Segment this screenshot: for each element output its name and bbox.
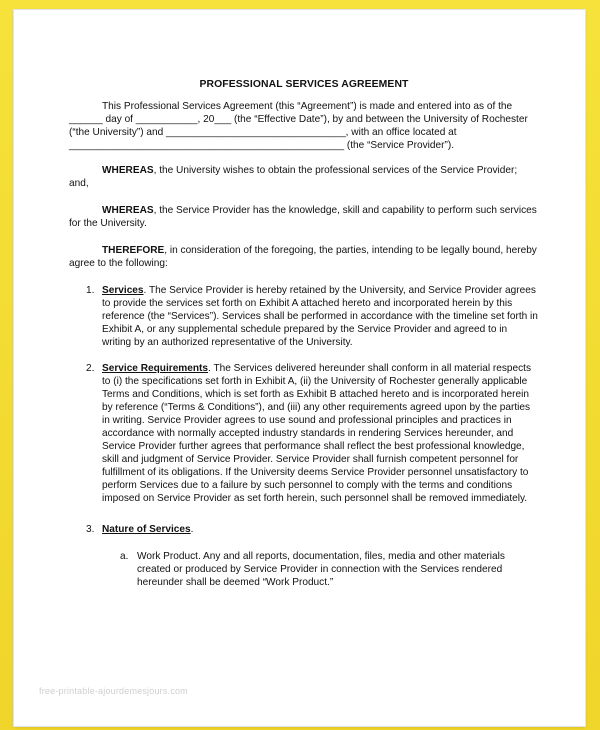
watermark: free-printable-ajourdemesjours.com [39, 686, 188, 696]
section-number: 1. [86, 285, 95, 296]
whereas-lead: WHEREAS [102, 205, 154, 216]
therefore-lead: THEREFORE [102, 245, 165, 256]
subsection-letter: a. [120, 551, 129, 562]
section-text: . The Services delivered hereunder shall conform in all material respects to (i) the specifications set forth in Exhibit A, (ii) the University of Rochester generally applicable Terms and Conditions, which is set forth as Exhibit B attached hereto and is incorporated herein by reference (“Terms & Conditions”), and (iii) any other requirements agreed upon by the parties in writing. Service Provider agrees to use sound and professional principles and practices in accordance with normally accepted industry standards in rendering Services hereunder, and Service Provider further agrees that performance shall reflect the best professional knowledge, skill and judgment of Service Provider. Service Provider shall furnish competent personnel for fulfillment of its obligations. If the University deems Service Provider personnel unsatisfactory to perform Services due to a failure by such personnel to comply with the terms and conditions imposed on Service Provider as set forth herein, such personnel shall be removed immediately. [102, 363, 532, 504]
section-nature-of-services [69, 523, 539, 536]
therefore-text: , in consideration of the foregoing, the parties, intending to be legally bound, hereby agree to the following: [69, 245, 537, 269]
whereas-text: , the University wishes to obtain the professional services of the Service Provider; and, [69, 165, 518, 189]
document-title: PROFESSIONAL SERVICES AGREEMENT [199, 79, 409, 90]
section-text: . [190, 524, 194, 535]
document-content [69, 78, 539, 589]
subsection-work-product [69, 550, 539, 589]
therefore-paragraph [69, 244, 539, 270]
section-text: . The Service Provider is hereby retained by the University, and Service Provider agrees to provide the services set forth on Exhibit A attached hereto and incorporated herein by this reference (the “Services”). Services shall be performed in accordance with the timeline set forth in Exhibit A, or any supplemental schedule prepared by the Service Provider and agreed to in writing by an authorized representative of the University. [102, 285, 538, 348]
section-heading: Services [102, 285, 144, 296]
intro-paragraph: This Professional Services Agreement (this “Agreement”) is made and entered into as of the ______ day of ___________, 20___ (the “Effective Date”), by and between the University of Rochester (“the University”) and ________________________________, with an office located at _________________________________________________ (the “Service Provider”). [69, 101, 528, 151]
whereas-lead: WHEREAS [102, 165, 154, 176]
section-heading: Nature of Services [102, 524, 191, 535]
whereas-paragraph-2 [69, 204, 539, 230]
section-services [69, 284, 539, 349]
subsection-text: Work Product. Any and all reports, documentation, files, media and other materials created or produced by Service Provider in connection with the Services rendered hereunder shall be deemed “Work Product.” [137, 551, 505, 588]
section-number: 2. [86, 363, 95, 374]
section-number: 3. [86, 524, 95, 535]
section-service-requirements [69, 362, 539, 505]
whereas-text: , the Service Provider has the knowledge, skill and capability to perform such services for the University. [69, 205, 537, 229]
whereas-paragraph-1 [69, 164, 539, 190]
section-heading: Service Requirements [102, 363, 209, 374]
